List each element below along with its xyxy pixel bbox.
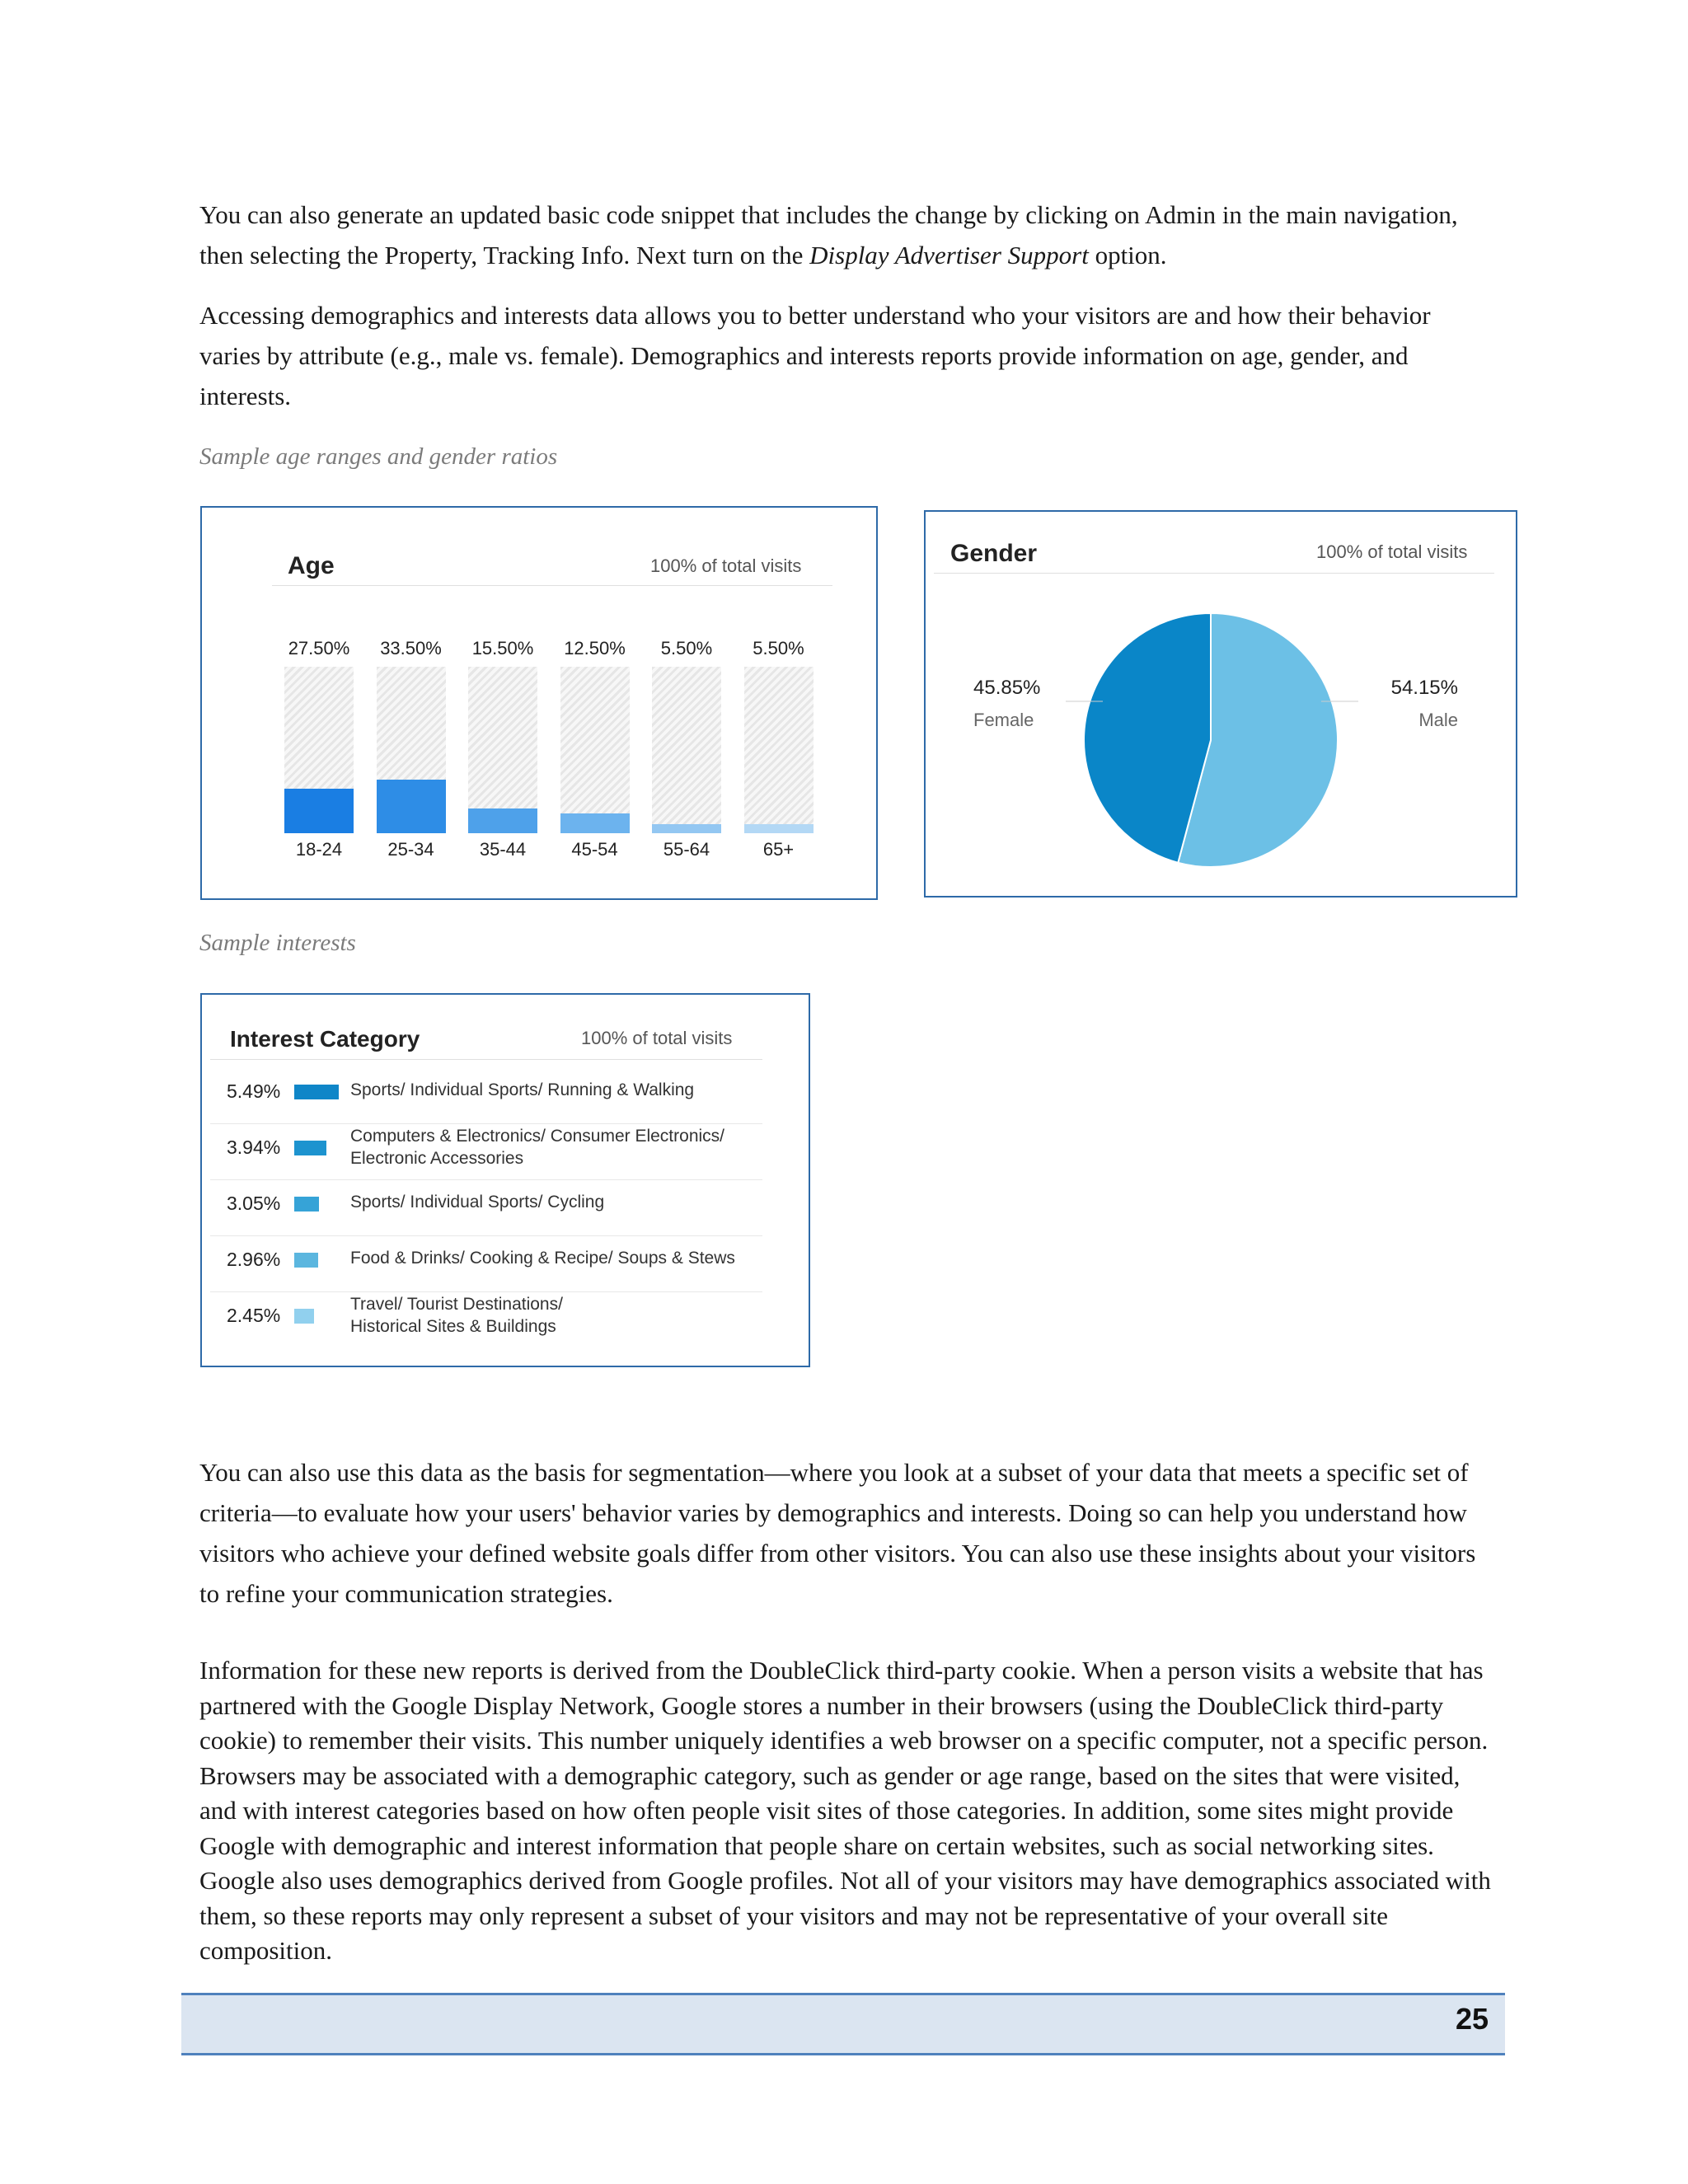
- interest-percent: 5.49%: [227, 1080, 281, 1102]
- body-paragraph-segmentation: You can also use this data as the basis for segmentation—where you look at a subset of your data that meets a specific set of criteria—to evaluate how your users' behavior varies by demographics and interests. Doing so can help you understand how visitors who achieve your defined website goals differ from other visitors. You can also use these insights about your visitors to refine your communication strategies.: [199, 1458, 1476, 1608]
- intro-paragraph-1: [199, 194, 1493, 275]
- age-bar-45-54: [560, 813, 630, 833]
- age-value-label: 5.50%: [660, 638, 713, 658]
- age-category-label: 18-24: [295, 839, 343, 860]
- interest-category-line: Historical Sites & Buildings: [350, 1317, 556, 1336]
- interest-category-line: Computers & Electronics/ Consumer Electronics/: [350, 1127, 724, 1146]
- age-category-label: 45-54: [571, 839, 618, 860]
- intro-text: You can also generate an updated basic code snippet that includes the change by clicking on Admin in the main navigation, then selecting the Property, Tracking Info. Next turn on the: [199, 200, 1458, 269]
- interest-chart-title: Interest Category: [230, 1026, 420, 1052]
- interest-percent: 2.45%: [227, 1305, 281, 1326]
- age-chart-title: Age: [288, 552, 335, 579]
- interest-category-label: [350, 1125, 779, 1169]
- age-bar-25-34: [377, 780, 446, 833]
- interest-category-line: Travel/ Tourist Destinations/: [350, 1295, 563, 1314]
- interest-chart-subtitle: 100% of total visits: [581, 1028, 733, 1048]
- age-chart-subtitle: 100% of total visits: [650, 555, 802, 576]
- age-bar-55-64: [652, 824, 721, 833]
- interest-category-line: Food & Drinks/ Cooking & Recipe/ Soups & Stews: [350, 1249, 735, 1268]
- interest-row-divider: [210, 1291, 762, 1292]
- caption-age-gender: Sample age ranges and gender ratios: [199, 443, 558, 470]
- gender-pie: [926, 512, 1516, 896]
- age-chart-divider: [272, 585, 832, 586]
- display-advertiser-support-option: Display Advertiser Support: [809, 241, 1089, 269]
- caption-interests: Sample interests: [199, 930, 356, 956]
- age-bar-65+: [744, 824, 814, 833]
- interest-bar: [294, 1141, 326, 1155]
- interest-bar: [294, 1197, 319, 1212]
- age-value-label: 15.50%: [471, 638, 534, 658]
- age-category-label: 25-34: [387, 839, 434, 860]
- age-bar-track: [744, 667, 814, 833]
- age-category-label: 65+: [762, 839, 795, 860]
- age-value-label: 27.50%: [288, 638, 350, 658]
- age-value-label: 33.50%: [380, 638, 442, 658]
- male-label: Male: [1418, 710, 1458, 730]
- interest-category-line: Sports/ Individual Sports/ Running & Walking: [350, 1080, 695, 1099]
- age-value-label: 5.50%: [753, 638, 804, 658]
- interest-percent: 2.96%: [227, 1249, 281, 1270]
- female-percent: 45.85%: [973, 677, 1041, 699]
- gender-chart: [924, 510, 1517, 898]
- page-footer: [181, 1993, 1505, 2055]
- interest-bar: [294, 1085, 339, 1099]
- interest-chart-divider: [210, 1059, 762, 1060]
- intro-paragraph-2: Accessing demographics and interests data allows you to better understand who your visitors are and how their behavior varies by attribute (e.g., male vs. female). Demographics and interests reports provide information on age, gender, and interests.: [199, 301, 1431, 410]
- age-category-label: 55-64: [663, 839, 710, 860]
- interest-percent: 3.05%: [227, 1193, 281, 1214]
- interest-bar: [294, 1253, 318, 1268]
- page-number: 25: [1455, 2002, 1489, 2036]
- body-paragraph-cookie: Information for these new reports is derived from the DoubleClick third-party cookie. When a person visits a website that has partnered with the Google Display Network, Google stores a number in their browsers (using the DoubleClick third-party cookie) to remember their visits. This number uniquely identifies a web browser on a specific computer, not a specific person. Browsers may be associated with a demographic category, such as gender or age range, based on the sites that were visited, and with interest categories based on how often people visit sites of those categories. In addition, some sites might provide Google with demographic and interest information that people share on certain websites, such as social networking sites. Google also uses demographics derived from Google profiles. Not all of your visitors may have demographics associated with them, so these reports may only represent a subset of your visitors and may not be representative of your overall site composition.: [199, 1656, 1491, 1965]
- interest-row-divider: [210, 1179, 762, 1180]
- interest-category-line: Electronic Accessories: [350, 1149, 524, 1168]
- interest-category-label: [350, 1079, 779, 1101]
- age-category-label: 35-44: [479, 839, 527, 860]
- age-bar-track: [652, 667, 721, 833]
- male-percent: 54.15%: [1390, 677, 1458, 699]
- interest-row-divider: [210, 1235, 762, 1236]
- age-bar-35-44: [468, 808, 537, 833]
- interest-category-line: Sports/ Individual Sports/ Cycling: [350, 1193, 605, 1212]
- interest-category-label: [350, 1247, 779, 1269]
- interest-bar: [294, 1309, 314, 1324]
- age-bar-track: [560, 667, 630, 833]
- gender-chart-subtitle: 100% of total visits: [1316, 541, 1468, 562]
- female-label: Female: [973, 710, 1034, 730]
- interest-category-label: [350, 1191, 779, 1213]
- age-value-label: 12.50%: [564, 638, 626, 658]
- interest-percent: 3.94%: [227, 1137, 281, 1158]
- interest-category-label: [350, 1293, 779, 1338]
- interest-row-divider: [210, 1123, 762, 1124]
- age-bar-18-24: [284, 789, 354, 833]
- intro-text-end: option.: [1088, 241, 1167, 269]
- age-chart: [200, 506, 878, 900]
- gender-chart-title: Gender: [950, 540, 1038, 567]
- interest-chart: [200, 993, 810, 1367]
